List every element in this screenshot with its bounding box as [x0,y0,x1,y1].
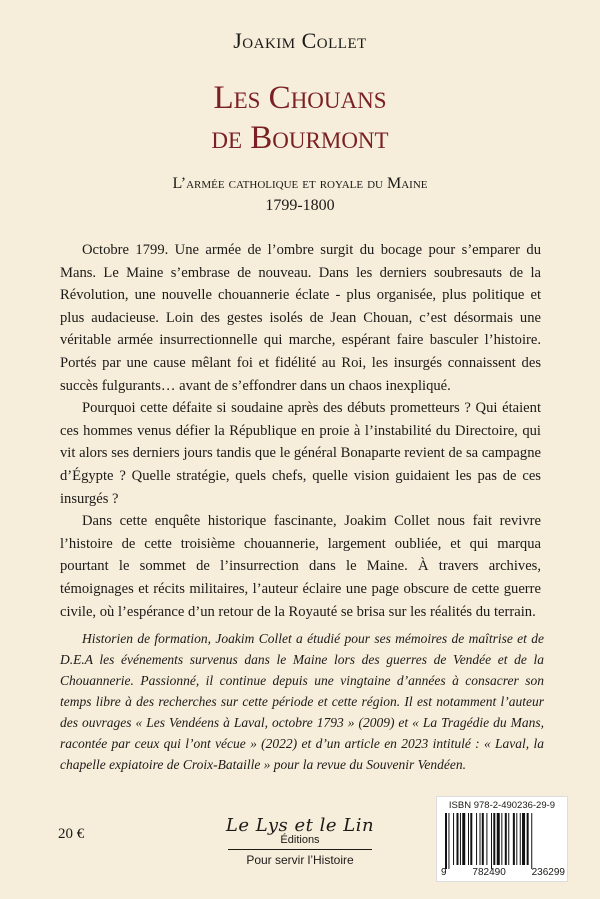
price: 20 € [58,826,85,842]
logo-divider [228,849,372,850]
barcode-bar [516,813,517,865]
publisher-editions: Éditions [280,834,320,846]
barcode-bar [480,813,481,865]
barcode-bar [453,813,454,865]
barcode-bar [491,813,492,869]
barcode-bar [448,813,449,869]
barcode-bar [445,813,447,869]
book-years: 1799-1800 [265,197,335,214]
barcode-digit-first: 9 [441,867,447,878]
barcode-bar [527,813,529,865]
barcode-icon [445,813,559,869]
barcode-digits-right: 236299 [531,867,565,878]
barcode-bar [468,813,469,865]
author-bio-text: Historien de formation, Joakim Collet a étudié pour ses mémoires de maîtrise et de D.E.A les événements survenus dans le Maine lors des guerres de Vendée et de la Chouannerie. Passionné, il continue depuis une vingtaine d’années à consacrer son temps libre à des recherches sur cette période et cette région. Il est notamment l’auteur des ouvrages « Les Vendéens à Laval, octobre 1793 » (2009) et « La Tragédie du Mans, racontée par ceux qui l’ont vécue » (2022) et d’un article en 2023 intitulé : « Laval, la chapelle expiatoire de Croix-Bataille » pour la revue du Souvenir Vendéen. [60,631,544,772]
barcode-bar [476,813,477,865]
barcode-bar [493,813,495,865]
isbn-barcode-box [436,796,568,882]
barcode-digits [441,867,565,878]
publisher-logo [220,815,380,867]
publisher-name: Le Lys et le Lin [225,815,375,836]
blurb [60,239,541,623]
barcode-bar [482,813,484,865]
book-title [0,78,600,158]
barcode-bar [531,813,532,869]
title-line-1: Les Chouans [213,80,387,116]
isbn-label: ISBN 978-2-490236-29-9 [448,800,556,811]
blurb-paragraph: Dans cette enquête historique fascinante, Joakim Collet nous fait revivre l’histoire de cette troisième chouannerie, largement oubliée, et qui marqua pourtant le sommet de l’insurrection dans le Maine. À travers archives, témoignages et récits militaires, l’auteur éclaire une page obscure de cette guerre civile, où l’espérance d’un retour de la Royauté se brisa sur les réalités du terrain. [60,513,541,620]
author-bio [60,628,544,775]
barcode-bar [522,813,525,865]
barcode-digits-left: 782490 [472,867,506,878]
barcode-bar [520,813,521,865]
barcode-bar [486,813,487,865]
publisher-tagline: Pour servir l’Histoire [246,853,354,867]
book-subtitle: L’armée catholique et royale du Maine [172,175,428,192]
barcode-bar [470,813,472,865]
blurb-paragraph: Octobre 1799. Une armée de l’ombre surgit du bocage pour s’emparer du Mans. Le Maine s’embrase de nouveau. Dans les derniers soubresauts de la Révolution, une nouvelle chouannerie éclate - plus organisée, plus politique et plus audacieuse. Loin des gestes isolés de Jean Chouan, c’est désormais une véritable armée insurrectionnelle qui marche, espérant faire basculer l’histoire. Portés par une cause mêlant foi et fidélité au Roi, les insurgés connaissent des succès fulgurants… avant de s’effondrer dans un chaos inexpliqué. [60,242,541,394]
barcode-bar [462,813,465,865]
barcode-bar [513,813,515,865]
barcode-bar [457,813,459,865]
barcode-bar [501,813,502,865]
barcode-bar [460,813,461,865]
blurb-paragraph: Pourquoi cette défaite si soudaine après des débuts prometteurs ? Qui étaient ces hommes venus défier la République en proie à l’instabilité du Directoire, qui vit alors ses derniers jours tandis que le général Bonaparte revient de sa campagne d’Égypte ? Quelle stratégie, quels chefs, quelle vision guidaient les pas de ces insurgés ? [60,400,541,507]
title-line-2: de Bourmont [211,120,389,156]
author-name: Joakim Collet [233,28,367,53]
barcode-bar [508,813,509,865]
barcode-bar [497,813,500,865]
barcode-bar [505,813,507,865]
